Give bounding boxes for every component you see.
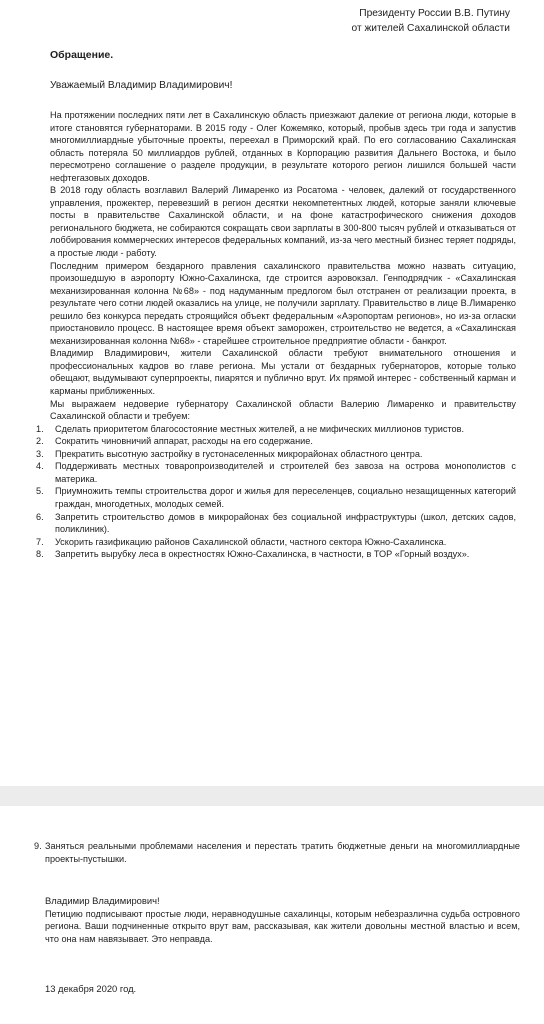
list-item [36, 423, 516, 436]
list-item-text: Запретить вырубку леса в окрестностях Южно-Сахалинска, в частности, в ТОР «Горный воздух». [55, 549, 470, 560]
list-item [36, 548, 516, 561]
list-item-number: 3. [36, 448, 44, 459]
list-item [36, 435, 516, 448]
document-title: Обращение. [50, 49, 114, 61]
list-item-text: Сократить чиновничий аппарат, расходы на его содержание. [55, 436, 313, 447]
greeting: Уважаемый Владимир Владимирович! [50, 80, 233, 91]
list-item-number: 5. [36, 486, 44, 497]
list-item [36, 536, 516, 549]
addressee-line-2: от жителей Сахалинской области [351, 23, 510, 34]
list-item-text: Запретить строительство домов в микрорайонах без социальной инфраструктуры (школ, детских садов, поликлиник). [55, 511, 516, 535]
letter-body [36, 109, 516, 561]
list-item-number: 9. [34, 841, 42, 851]
list-item [36, 460, 516, 485]
body-paragraph: Последним примером бездарного правления сахалинского правительства можно назвать ситуацию, произошедшую в аэропорту Южно-Сахалинска, где строится аэровокзал. Генподрядчик - «Сахалинская механизированная колонна №68» - под надуманным предлогом был отстранен от реализации проекта, в результате чего сотни людей оказались на улице, не получили зарплату. Правительство в лице В.Лимаренко решило без конкурса передать строящийся объект федеральным «Аэропортам регионов», но из-за огласки приостановило процесс. В настоящее время объект заморожен, строительство не ведется, а «Сахалинская механизированная колонна №68» - старейшее строительное предприятие области - банкрот. [50, 260, 516, 346]
list-item-number: 6. [36, 511, 44, 522]
body-paragraph: В 2018 году область возглавил Валерий Лимаренко из Росатома - человек, далекий от государственного управления, прожектер, перевезший в регион десятки некомпетентных людей, которые заняли ключевые посты в правительстве Сахалинской области, и на фоне катастрофического снижения доходов регионального бюджета, не собираются сокращать свои зарплаты в 300-800 тысяч рублей и отказываться от лоббирования коммерческих интересов федеральных компаний, из-за чего местный бизнес теряет подряды, а простые люди - работу. [50, 185, 516, 259]
list-item [34, 840, 520, 865]
list-item-text: Сделать приоритетом благосостояние местных жителей, а не мифических миллионов туристов. [55, 423, 464, 434]
list-item-number: 2. [36, 436, 44, 447]
list-item-text: Поддерживать местных товаропроизводителей и строителей без завоза на острова монополистов с материка. [55, 461, 516, 484]
closing-greeting: Владимир Владимирович! [45, 895, 160, 907]
list-item [36, 485, 516, 510]
list-item [36, 448, 516, 461]
list-item-number: 1. [36, 423, 44, 434]
list-item-text: Ускорить газификацию районов Сахалинской области, частного сектора Южно-Сахалинска. [55, 536, 447, 547]
list-item-number: 7. [36, 536, 44, 547]
closing-paragraph: Петицию подписывают простые люди, неравнодушные сахалинцы, которым небезразлична судьба островного региона. Ваши подчиненные открыто врут вам, рассказывая, как жители довольны местной властью и всем, что она нам навязывает. Это неправда. [45, 908, 520, 944]
demands-list [36, 423, 516, 561]
document-date: 13 декабря 2020 год. [45, 983, 137, 995]
document-page-2 [0, 806, 544, 1024]
addressee-line-1: Президенту России В.В. Путину [359, 8, 510, 19]
body-paragraph: Мы выражаем недоверие губернатору Сахалинской области Валерию Лимаренко и правительству Сахалинской области и требуем: [50, 398, 516, 422]
addressee-block [50, 6, 510, 36]
list-item-text: Прекратить высотную застройку в густонаселенных микрорайонах областного центра. [55, 448, 423, 459]
list-item-text: Приумножить темпы строительства дорог и жилья для переселенцев, социально незащищенных категорий граждан, многодетных, молодых семей. [55, 486, 516, 509]
body-paragraph: На протяжении последних пяти лет в Сахалинскую область приезжают далекие от региона люди, которые в итоге становятся губернаторами. В 2015 году - Олег Кожемяко, который, пробыв здесь три года и запустив многомиллиардные убыточные проекты, переехал в Приморский край. По его согласованию Сахалинская область потеряла 50 миллиардов рублей, отданных в Корпорацию развития Дальнего Востока, и было пересмотрено соглашение о разделе продукции, в результате которого регион лишился большей части нефтегазовых доходов. [50, 110, 516, 183]
body-paragraph: Владимир Владимирович, жители Сахалинской области требуют внимательного отношения и профессиональных кадров во главе региона. Мы устали от бездарных губернаторов, которые только обещают, выдумывают суперпроекты, пиарятся и публично врут. Их прямой интерес - собственный карман и карманы приближенных. [50, 348, 516, 397]
list-item-number: 4. [36, 461, 44, 472]
list-item [36, 511, 516, 536]
list-item-text: Заняться реальными проблемами населения и перестать тратить бюджетные деньги на многомиллиардные проекты-пустышки. [45, 841, 520, 864]
list-item-number: 8. [36, 549, 44, 560]
